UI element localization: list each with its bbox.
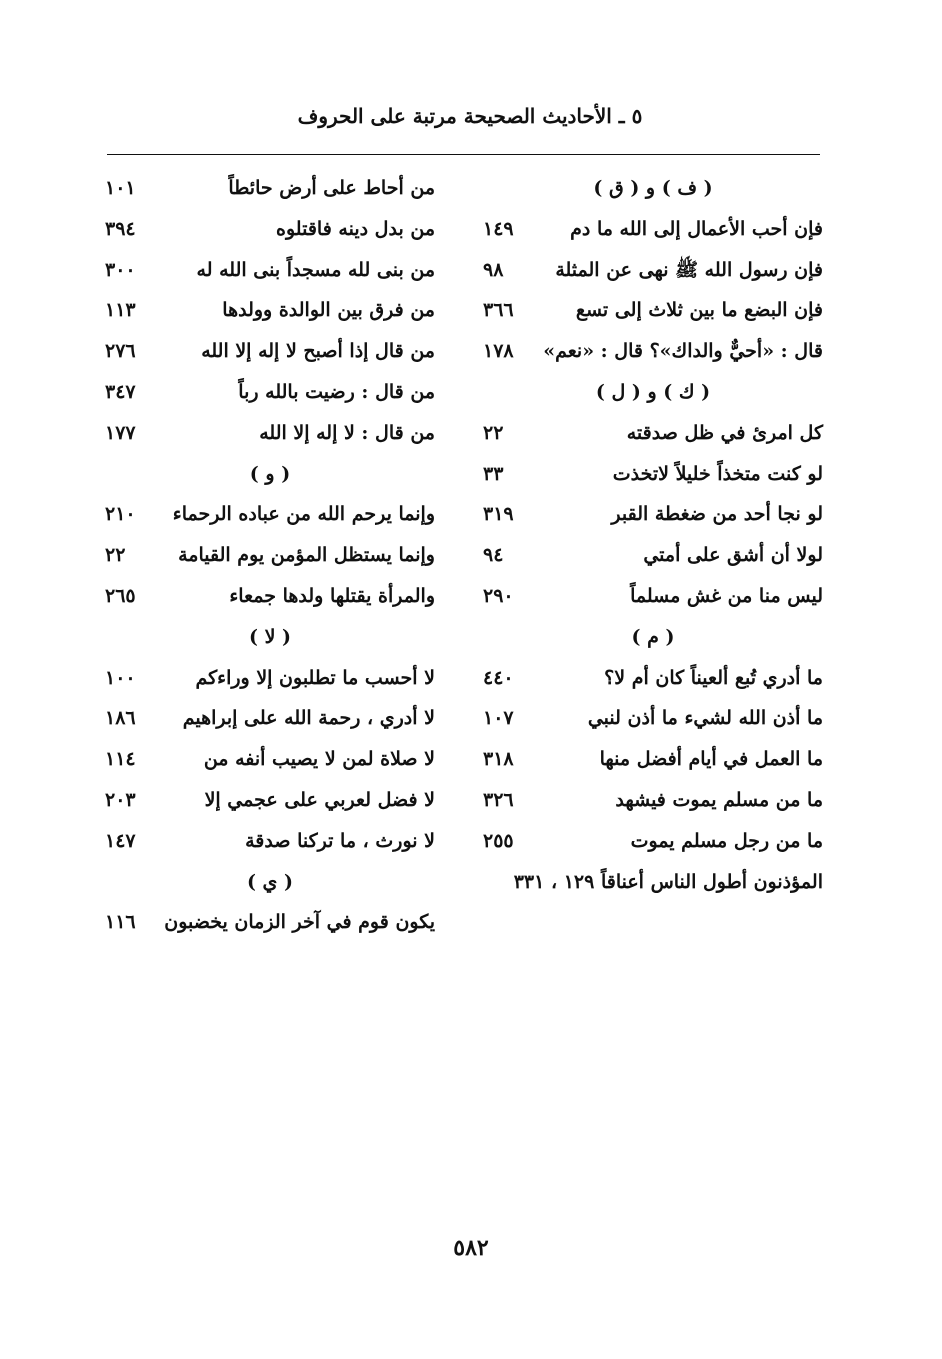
index-entry (483, 250, 823, 291)
hadith-incipit: ما العمل في أيام أفضل منها (599, 748, 823, 771)
hadith-incipit: من قال : لا إله إلا الله (259, 421, 435, 444)
hadith-number: ٣٣ (483, 462, 504, 485)
hadith-number: ١٠٠ (105, 666, 136, 689)
page-number: ٥٨٢ (453, 1235, 489, 1261)
index-entry (105, 902, 435, 943)
hadith-incipit: فإن رسول الله ﷺ نهى عن المثلة (555, 258, 823, 281)
hadith-number: ٩٤ (483, 544, 504, 567)
hadith-number: ٣٢٦ (483, 788, 514, 811)
hadith-incipit: ما من مسلم يموت فيشهد (615, 788, 823, 811)
index-entry (483, 862, 823, 903)
hadith-incipit: لو كنت متخذاً خليلاً لاتخذت (612, 462, 823, 485)
hadith-number: ٤٤٠ (483, 666, 514, 689)
index-entry (105, 698, 435, 739)
index-entry (483, 290, 823, 331)
hadith-number: ٢٩٠ (483, 584, 514, 607)
hadith-number: ٢٧٦ (105, 340, 136, 363)
hadith-incipit: وإنما يستظل المؤمن يوم القيامة (178, 544, 435, 567)
hadith-incipit: لا فضل لعربي على عجمي إلا (204, 788, 435, 811)
index-column-left (105, 168, 435, 943)
hadith-number: ٣١٨ (483, 748, 514, 771)
section-letter-heading: ( و ) (249, 462, 291, 485)
index-entry (483, 780, 823, 821)
index-entry (105, 290, 435, 331)
hadith-incipit: كل امرئ في ظل صدقته (626, 421, 823, 444)
hadith-incipit: لولا أن أشق على أمتي (643, 544, 823, 567)
hadith-incipit: لا أحسب ما تطلبون إلا وراءكم (195, 666, 435, 689)
hadith-incipit: ما أذن الله لشيء ما أذن لنبي (587, 707, 823, 730)
hadith-incipit: قال : «أحيٌّ والداك»؟ قال : «نعم» (543, 340, 823, 363)
index-entry (105, 658, 435, 699)
index-entry (105, 413, 435, 454)
hadith-incipit: من فرق بين الوالدة وولدها (222, 299, 435, 322)
hadith-incipit: من بدل دينه فاقتلوه (276, 217, 435, 240)
section-letter-heading: ( لا ) (248, 625, 292, 648)
index-entry (483, 658, 823, 699)
index-entry (105, 535, 435, 576)
hadith-incipit: وإنما يرحم الله من عباده الرحماء (172, 503, 435, 526)
section-letter-heading: ( ي ) (246, 870, 294, 893)
hadith-number: ١٧٧ (105, 421, 136, 444)
hadith-incipit: والمرأة يقتلها ولدها جمعاء (229, 584, 435, 607)
hadith-incipit: من بنى لله مسجداً بنى الله له (196, 258, 435, 281)
index-entry (483, 739, 823, 780)
index-entry (483, 698, 823, 739)
hadith-incipit: فإن أحب الأعمال إلى الله ما دم (570, 217, 823, 240)
index-entry (483, 576, 823, 617)
hadith-incipit: ليس منا من غش مسلماً (630, 584, 823, 607)
hadith-incipit: لا صلاة لمن لا يصيب أنفه من (203, 748, 435, 771)
hadith-number: ٣٤٧ (105, 380, 136, 403)
hadith-incipit: لو نجا أحد من ضغطة القبر (611, 503, 823, 526)
hadith-incipit: فإن البضع ما بين ثلاث إلى تسع (575, 299, 823, 322)
hadith-number: ٣٩٤ (105, 217, 136, 240)
index-entry (105, 739, 435, 780)
index-entry (483, 535, 823, 576)
hadith-number: ١١٤ (105, 748, 136, 771)
hadith-number: ٢٠٣ (105, 788, 136, 811)
index-entry (483, 494, 823, 535)
hadith-number: ١٧٨ (483, 340, 514, 363)
hadith-number: ٢٥٥ (483, 829, 514, 852)
index-entry (105, 250, 435, 291)
index-entry (105, 168, 435, 209)
hadith-incipit: من قال : رضيت بالله رباً (238, 380, 435, 403)
hadith-incipit: المؤذنون أطول الناس أعناقاً ١٢٩ ، ٣٣١ (513, 870, 823, 893)
hadith-number: ١١٦ (105, 911, 136, 934)
hadith-incipit: من أحاط على أرض حائطاً (228, 177, 435, 199)
index-entry (105, 494, 435, 535)
hadith-number: ١٤٩ (483, 217, 514, 240)
hadith-number: ١١٣ (105, 299, 136, 322)
index-column-right (483, 168, 823, 902)
index-entry (105, 780, 435, 821)
hadith-incipit: ما أدري تُبع ألعيناً كان أم لا؟ (604, 666, 823, 689)
hadith-number: ٢٢ (105, 544, 126, 567)
hadith-number: ٢١٠ (105, 503, 136, 526)
hadith-number: ٣١٩ (483, 503, 514, 526)
section-letter-heading: ( م ) (631, 625, 675, 648)
hadith-incipit: لا أدري ، رحمة الله على إبراهيم (182, 707, 435, 730)
index-entry (483, 454, 823, 495)
index-entry (483, 209, 823, 250)
hadith-number: ٢٦٥ (105, 584, 136, 607)
hadith-incipit: يكون قوم في آخر الزمان يخضبون (164, 911, 435, 934)
index-entry (483, 413, 823, 454)
hadith-incipit: ما من رجل مسلم يموت (630, 829, 823, 852)
hadith-number: ٩٨ (483, 258, 504, 281)
index-entry (483, 821, 823, 862)
section-letter-heading: ( ف ) و ( ق ) (593, 177, 713, 199)
index-entry (105, 372, 435, 413)
hadith-incipit: لا نورث ، ما تركنا صدقة (245, 829, 435, 852)
index-entry (105, 821, 435, 862)
hadith-number: ١٠١ (105, 177, 136, 199)
hadith-number: ١٠٧ (483, 707, 514, 730)
hadith-number: ٣٦٦ (483, 299, 514, 322)
page-header: ٥ ـ الأحاديث الصحيحة مرتبة على الحروف (297, 104, 643, 128)
index-entry (105, 209, 435, 250)
hadith-number: ٢٢ (483, 421, 504, 444)
hadith-number: ١٤٧ (105, 829, 136, 852)
hadith-number: ١٨٦ (105, 707, 136, 730)
hadith-number: ٣٠٠ (105, 258, 136, 281)
section-letter-heading: ( ك ) و ( ل ) (595, 380, 711, 403)
index-entry (105, 576, 435, 617)
index-entry (483, 331, 823, 372)
hadith-incipit: من قال إذا أصبح لا إله إلا الله (201, 340, 435, 363)
index-entry (105, 331, 435, 372)
header-divider (107, 154, 820, 155)
